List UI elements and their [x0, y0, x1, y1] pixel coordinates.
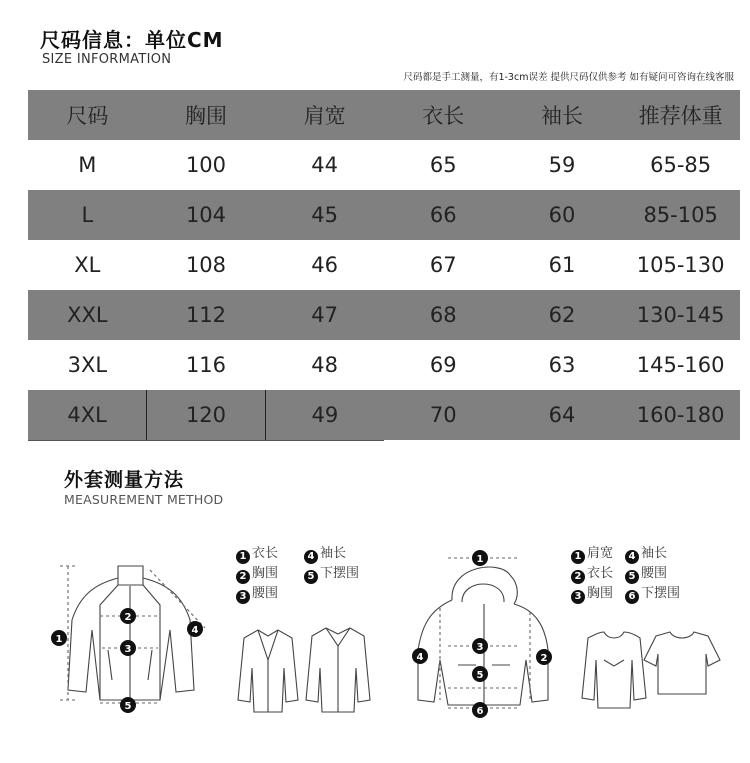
measure-badge-label: 1: [55, 634, 63, 645]
header-weight: 推荐体重: [638, 104, 723, 128]
measurement-title: 外套测量方法: [64, 469, 185, 491]
measure-badge-label: 3: [476, 642, 484, 653]
legend-label: 胸围: [252, 566, 279, 581]
legend-number-badge: 2: [571, 570, 585, 584]
legend-label: 袖长: [641, 546, 668, 561]
table-cell: 112: [185, 303, 227, 327]
legend-number-badge: 3: [236, 590, 250, 604]
legend-label: 袖长: [320, 546, 347, 561]
measure-badge-label: 2: [124, 612, 132, 623]
table-cell: 108: [185, 253, 227, 277]
legend-label: 肩宽: [587, 546, 614, 561]
table-cell: L: [81, 203, 94, 227]
legend-number-badge: 1: [236, 550, 250, 564]
size-info-title: 尺码信息：单位CM: [40, 28, 224, 52]
shirt-icon: [306, 628, 370, 712]
table-cell: 85-105: [643, 203, 718, 227]
table-cell: 3XL: [67, 353, 108, 377]
table-cell: 63: [548, 353, 576, 377]
legend-number-badge: 5: [625, 570, 639, 584]
table-cell: 67: [429, 253, 457, 277]
header-size: 尺码: [66, 104, 109, 128]
measurement-note: 尺码都是手工测量，有1-3cm误差 提供尺码仅供参考 如有疑问可咨询在线客服: [403, 72, 734, 83]
measure-badge-label: 5: [124, 701, 132, 712]
table-cell: 48: [311, 353, 338, 377]
table-cell: 120: [147, 390, 266, 440]
size-info-subtitle: SIZE INFORMATION: [42, 52, 172, 67]
table-cell: 160-180: [636, 403, 725, 427]
header-length: 衣长: [422, 104, 465, 128]
legend-label: 腰围: [252, 586, 279, 601]
legend-number-badge: 2: [236, 570, 250, 584]
jacket-badges: [51, 608, 203, 713]
table-cell: 59: [548, 153, 576, 177]
legend-label: 衣长: [587, 566, 614, 581]
table-cell: 104: [185, 203, 227, 227]
measure-badge-label: 3: [124, 644, 132, 655]
header-shoulder: 肩宽: [303, 104, 346, 128]
table-cell: 44: [311, 153, 338, 177]
long-sleeve-tee-icon: [582, 632, 646, 708]
table-cell: 145-160: [636, 353, 725, 377]
measurement-subtitle: MEASUREMENT METHOD: [64, 492, 224, 507]
measure-badge-label: 6: [476, 706, 484, 717]
table-cell: 60: [548, 203, 576, 227]
measure-badge-label: 5: [476, 670, 484, 681]
table-cell: 130-145: [636, 303, 725, 327]
jacket-illustration: [68, 566, 194, 700]
legend-label: 衣长: [252, 546, 279, 561]
table-cell: 4XL: [28, 390, 147, 440]
table-cell: 65-85: [650, 153, 712, 177]
legend-number-badge: 4: [304, 550, 318, 564]
legend-number-badge: 6: [625, 590, 639, 604]
table-cell: 116: [185, 353, 227, 377]
table-cell: 64: [548, 403, 576, 427]
legend-label: 腰围: [641, 566, 668, 581]
measure-badge-label: 4: [191, 625, 199, 636]
legend-number-badge: 1: [571, 550, 585, 564]
measure-badge-label: 2: [540, 653, 548, 664]
table-cell: 69: [429, 353, 457, 377]
hoodie-illustration: [418, 567, 548, 705]
legend-number-badge: 5: [304, 570, 318, 584]
measure-badge-label: 1: [476, 554, 484, 565]
table-cell: 62: [548, 303, 576, 327]
table-cell: 66: [429, 203, 457, 227]
table-cell: XL: [74, 253, 101, 277]
legend-label: 下摆围: [320, 566, 360, 581]
table-cell: 49: [311, 403, 339, 427]
table-cell: M: [78, 153, 97, 177]
table-cell: 100: [185, 153, 227, 177]
table-cell: XXL: [67, 303, 108, 327]
table-cell: 47: [311, 303, 338, 327]
table-cell: 65: [429, 153, 457, 177]
table-cell: 61: [548, 253, 576, 277]
header-chest: 胸围: [184, 104, 227, 128]
table-cell: 105-130: [636, 253, 725, 277]
t-shirt-icon: [644, 632, 720, 694]
header-sleeve: 袖长: [540, 104, 583, 128]
legend-label: 下摆围: [641, 586, 681, 601]
legend-number-badge: 3: [571, 590, 585, 604]
table-cell: 68: [429, 303, 457, 327]
suit-jacket-icon: [238, 630, 298, 712]
table-cell: 70: [429, 403, 457, 427]
table-cell: 46: [311, 253, 338, 277]
table-cell: 45: [311, 203, 338, 227]
legend-label: 胸围: [587, 586, 614, 601]
legend-number-badge: 4: [625, 550, 639, 564]
measure-badge-label: 4: [416, 652, 424, 663]
